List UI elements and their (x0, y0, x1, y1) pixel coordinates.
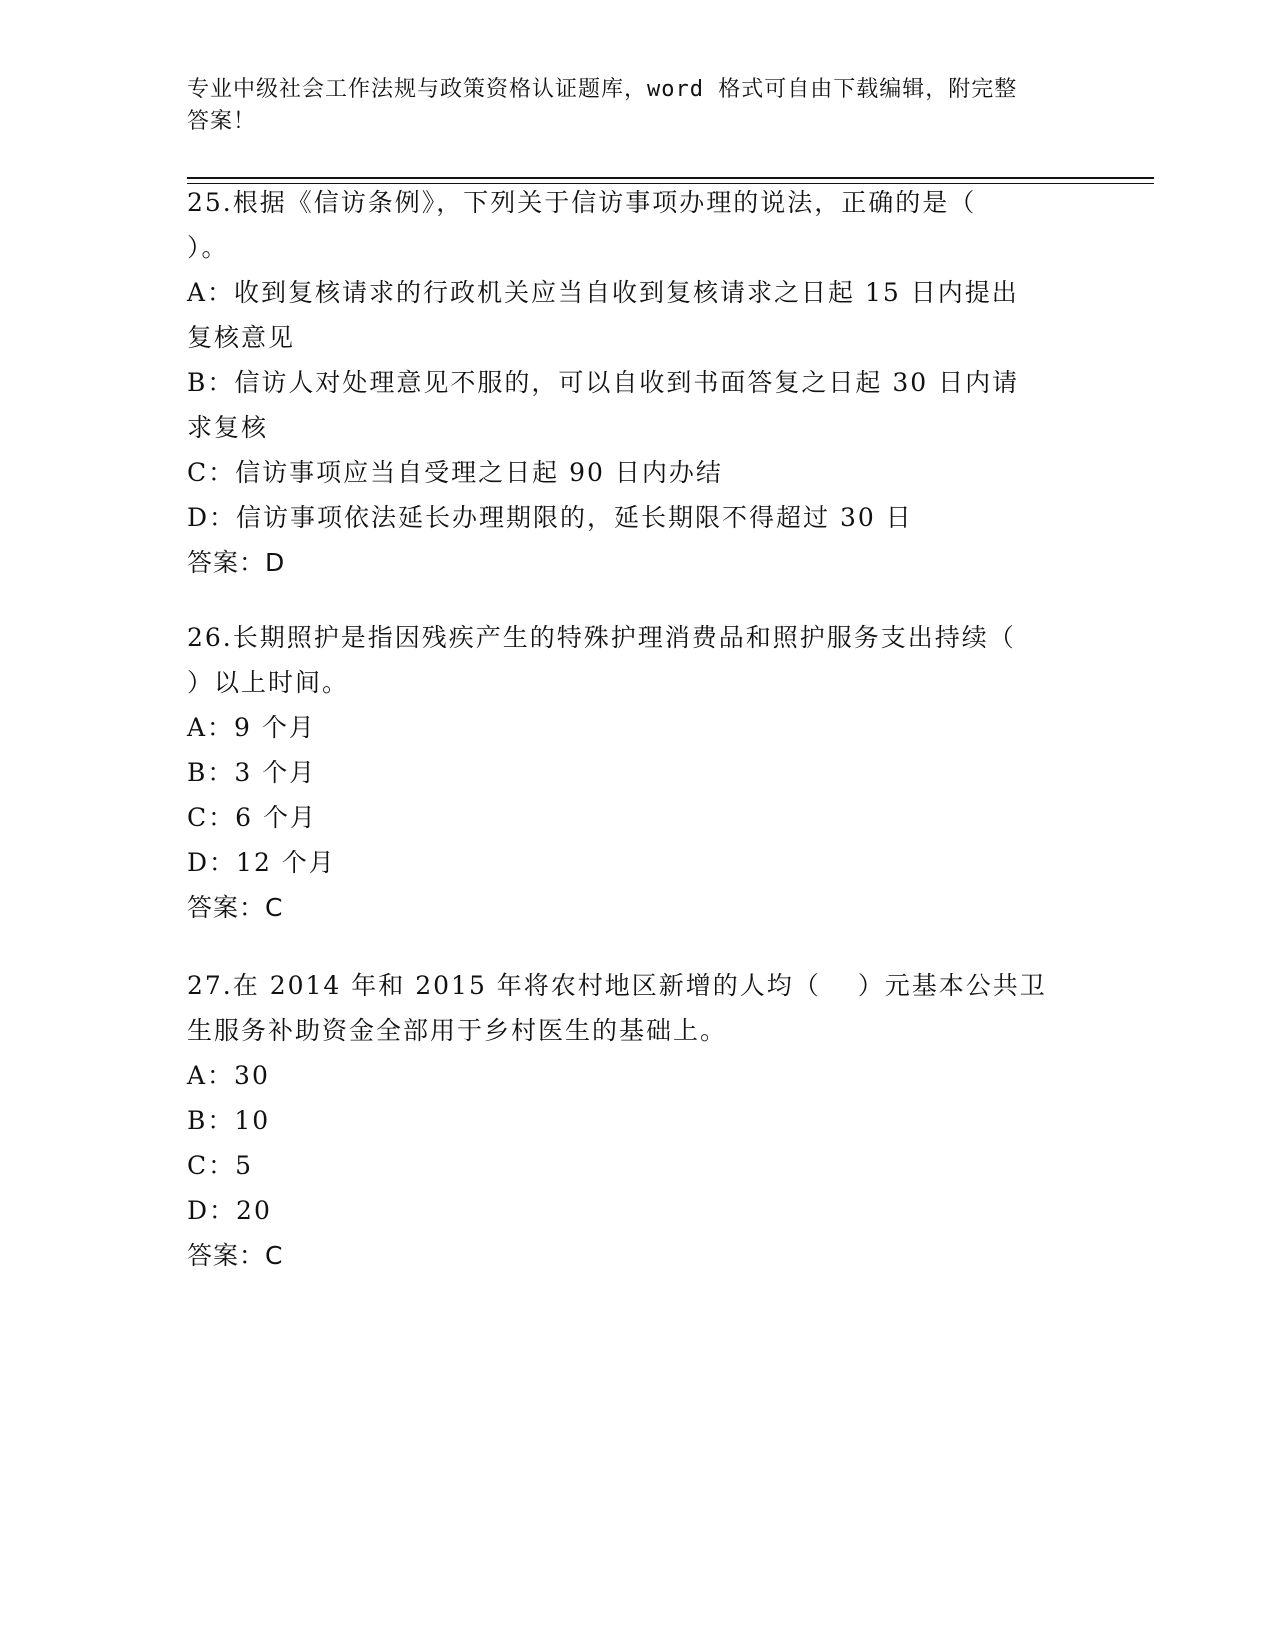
answer: 答案：C (187, 1241, 284, 1270)
question-text (187, 963, 1067, 1053)
question-text-line: ）以上时间。 (187, 668, 350, 697)
option-c: C：6 个月 (187, 803, 317, 832)
question-25 (187, 180, 1067, 585)
header-line-1: 专业中级社会工作法规与政策资格认证题库，word 格式可自由下载编辑，附完整 (187, 77, 1018, 102)
question-text-line: 生服务补助资金全部用于乡村医生的基础上。 (187, 1016, 728, 1045)
question-text-line: 26.长期照护是指因残疾产生的特殊护理消费品和照护服务支出持续（ (187, 623, 1016, 652)
option-a (187, 270, 1067, 360)
header-rule-thick (187, 177, 1154, 179)
option-a: A：30 (187, 1061, 270, 1090)
option-a: A：9 个月 (187, 713, 316, 742)
question-text-line: ）。 (187, 233, 229, 262)
question-text-line: 27.在 2014 年和 2015 年将农村地区新增的人均（ ）元基本公共卫 (187, 971, 1047, 1000)
question-text (187, 180, 1067, 270)
header-line-2: 答案！ (187, 109, 257, 134)
option-text: B：信访人对处理意见不服的，可以自收到书面答复之日起 30 日内请 (187, 368, 1020, 397)
option-d: D：12 个月 (187, 848, 336, 877)
option-c: C：信访事项应当自受理之日起 90 日内办结 (187, 458, 723, 487)
question-27 (187, 963, 1067, 1278)
question-text (187, 615, 1067, 705)
option-b (187, 360, 1067, 450)
option-b: B：3 个月 (187, 758, 317, 787)
option-b: B：10 (187, 1106, 271, 1135)
document-header (187, 74, 1067, 138)
option-text: 求复核 (187, 413, 269, 442)
option-text: A：收到复核请求的行政机关应当自收到复核请求之日起 15 日内提出 (187, 278, 1019, 307)
option-d: D：20 (187, 1196, 272, 1225)
option-text: 复核意见 (187, 323, 296, 352)
option-d: D：信访事项依法延长办理期限的，延长期限不得超过 30 日 (187, 503, 913, 532)
question-text-line: 25.根据《信访条例》，下列关于信访事项办理的说法，正确的是（ (187, 188, 977, 217)
question-26 (187, 615, 1067, 930)
answer: 答案：D (187, 548, 286, 577)
option-c: C：5 (187, 1151, 254, 1180)
answer: 答案：C (187, 893, 284, 922)
